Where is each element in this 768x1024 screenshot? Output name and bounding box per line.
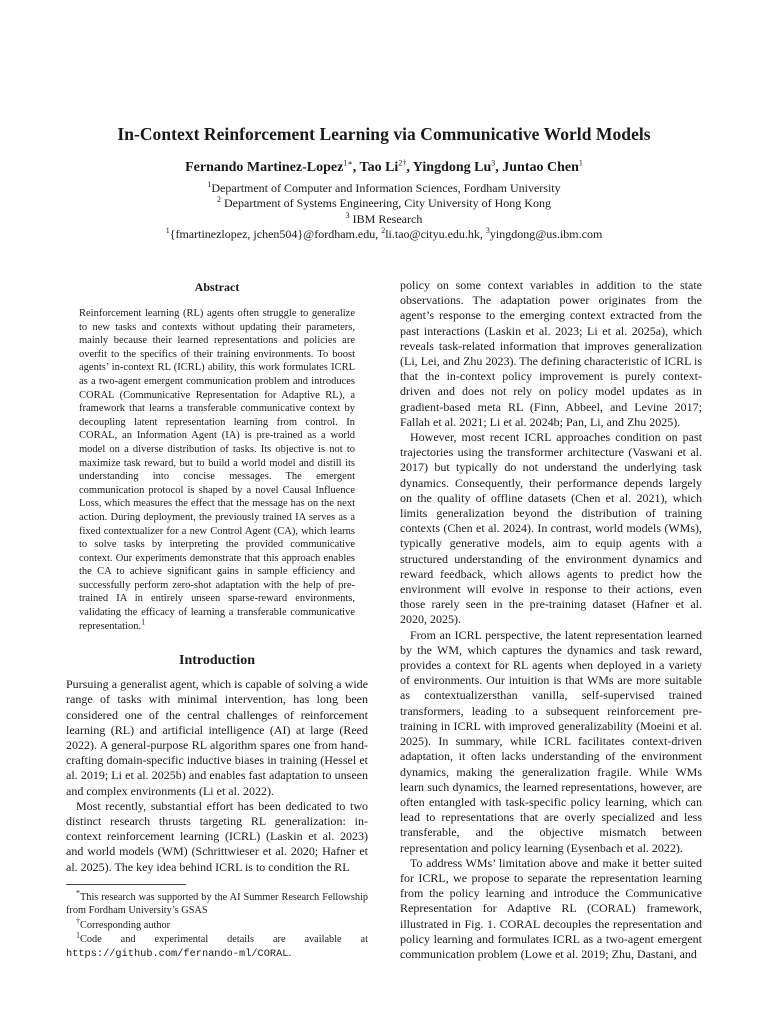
- abstract-heading: Abstract: [194, 280, 240, 294]
- affiliation-line: [0, 181, 768, 196]
- email-text: li.tao@cityu.edu.hk,: [385, 227, 486, 242]
- email-mark: 2: [381, 226, 386, 236]
- affiliation-text: IBM Research: [349, 211, 423, 226]
- abstract-body: Reinforcement learning (RL) agents often struggle to generalize to new tasks and contexts without updating their parameters, mainly because their learned representations and policies are overfit to the specifics of their training environments. To boost agents’ in-context RL (ICRL) ability, this work formulates ICRL as a two-agent emergent communication problem and introduces CORAL (Communicative Representation for Adaptive RL), a framework that learns a transferable communicative context by decoupling latent representation learning from control. In CORAL, an Information Agent (IA) is pre-trained as a world model on a diverse distribution of tasks. Its objective is not to maximize task reward, but to build a world model and distill its understanding into concise messages. The emergent communication protocol is shaped by a novel Causal Influence Loss, which measures the effect that the message has on the next action. During deployment, the previously trained IA serves as a fixed contextualizer for a new Control Agent (CA), which learns to solve tasks by interpreting the provided communicative context. Our experiments demonstrate that this approach enables the CA to achieve significant gains in sample efficiency and successfully perform zero-shot adaptation with the help of pre-trained IA in entirely unseen sparse-reward environments, validating the efficacy of learning a transferable communicative representation.: [79, 308, 355, 632]
- author-separator: ,: [495, 160, 503, 175]
- footnote-mark: *: [76, 888, 80, 898]
- body-paragraph: To address WMs’ limitation above and make it better suited for ICRL, we propose to separate the representation learning from the policy learning and introduce the Communicative Representation for Adaptive RL (CORAL) framework, illustrated in Fig. 1. CORAL decouples the representation and policy learning and formulates ICRL as a two-agent emergent communication problem (Lowe et al. 2019; Zhu, Dastani, and: [400, 855, 702, 961]
- affiliation-text: Department of Systems Engineering, City University of Hong Kong: [221, 196, 551, 211]
- body-paragraph: Most recently, substantial effort has been dedicated to two distinct research thrusts targeting RL generalization: in-context reinforcement learning (ICRL) (Laskin et al. 2023) and world models (WM) (Schrittwieser et al. 2020; Hafner et al. 2025). The key idea behind ICRL is to condition the RL: [66, 798, 368, 874]
- body-paragraph: policy on some context variables in addition to the state observations. The adaptation power originates from the agent’s response to the emerging context extracted from the past interactions (Laskin et al. 2023; Li et al. 2025a), which reveals task-related information that improves generalization (Li, Lei, and Zhu 2023). The defining characteristic of ICRL is that the in-context policy improvement is purely context-driven and does not rely on policy model updates as in gradient-based meta RL (Finn, Abbeel, and Levine 2017; Fallah et al. 2021; Li et al. 2024b; Pan, Li, and Zhu 2025).: [400, 278, 702, 429]
- author-list: [0, 160, 768, 176]
- affiliation-mark: 1: [207, 180, 212, 189]
- author-name: Yingdong Lu: [412, 160, 492, 175]
- footnote-mark: 1: [141, 617, 146, 627]
- affiliation-mark: 2: [217, 195, 222, 205]
- footnote-mark: 1: [76, 930, 80, 940]
- footnote-text: Corresponding author: [80, 919, 171, 931]
- body-paragraph: However, most recent ICRL approaches condition on past trajectories using the transformer architecture (Vaswani et al. 2017) but typically do not understand the underlying task dynamics. Consequently, their performance depends largely on the quality of offline datasets (Chen et al. 2021), which limits generalization beyond the distribution of training contexts (Chen et al. 2024). In contrast, world models (WMs), typically generative models, aim to equip agents with a structured understanding of the environment dynamics and reward feedback, which allows agents to predict how the environment will evolve in response to their actions, even those rarely seen in the pre-training dataset (Hafner et al. 2020, 2025).: [400, 430, 702, 627]
- email-text: yingdong@us.ibm.com: [489, 227, 603, 242]
- affiliation-text: Department of Computer and Information Sciences, Fordham University: [211, 181, 561, 195]
- author-name: Fernando Martinez-Lopez: [185, 160, 344, 175]
- right-column: [400, 278, 702, 962]
- code-link[interactable]: https://github.com/fernando-ml/CORAL: [66, 947, 289, 960]
- email-line: [0, 227, 768, 242]
- footnote-divider: [66, 884, 186, 885]
- paper-title: In-Context Reinforcement Learning via Communicative World Models: [117, 124, 651, 144]
- left-column: [66, 280, 368, 962]
- footnote-mark: †: [76, 916, 80, 926]
- affiliation-line: [0, 212, 768, 227]
- author-separator: ,: [352, 160, 360, 175]
- author-mark: 1∗: [343, 158, 353, 168]
- footnote: [66, 930, 368, 961]
- email-mark: 1: [165, 226, 170, 236]
- body-paragraph: From an ICRL perspective, the latent representation learned by the WM, which captures the dynamics and task reward, provides a context for RL agents when deployed in a variety of environments. Our intuition is that WMs are more suitable as contextualizersthan vanilla, self-supervised trained transformers, leading to a subsequent reinforcement pre-training in ICRL with improved generalizability (Moeini et al. 2025). In summary, while ICRL facilitates context-driven adaptation, it often lacks understanding of the environment dynamics, making the generalization fragile. While WMs learn such dynamics, the learned representations, however, are often entangled with task-specific policy learning, which can lead to representations that are overly specialized and less transferable, and the objective mismatch between representation and policy learning (Eysenbach et al. 2022).: [400, 627, 702, 855]
- footnote: [66, 888, 368, 918]
- body-paragraph: Pursuing a generalist agent, which is capable of solving a wide range of tasks with minimal intervention, has long been considered one of the central challenges of reinforcement learning (RL) and artificial intelligence (AI) at large (Reed 2022). A general-purpose RL algorithm spares one from hand-crafting domain-specific inductive biases in training (Hessel et al. 2019; Li et al. 2025b) and enables fast adaptation to unseen and complex environments (Li et al. 2022).: [66, 677, 368, 798]
- footnote-text: Code and experimental details are available at: [80, 934, 368, 946]
- footnote-text: This research was supported by the AI Summer Research Fellowship from Fordham University’s GSAS: [66, 891, 368, 917]
- affiliation-line: [0, 196, 768, 211]
- author-separator: ,: [406, 160, 413, 175]
- author-name: Tao Li: [359, 160, 399, 175]
- footnote-tail: .: [288, 947, 292, 959]
- footnote: [66, 916, 368, 932]
- author-mark: 1: [578, 158, 583, 168]
- email-text: {fmartinezlopez, jchen504}@fordham.edu,: [169, 227, 382, 242]
- affiliation-block: [0, 181, 768, 243]
- author-name: Juntao Chen: [502, 160, 579, 175]
- author-mark: 3: [491, 158, 496, 168]
- affiliation-mark: 3: [345, 210, 350, 220]
- author-mark: 2†: [398, 158, 407, 168]
- email-mark: 3: [485, 226, 490, 236]
- introduction-heading: Introduction: [179, 653, 255, 669]
- abstract-text: [79, 307, 355, 633]
